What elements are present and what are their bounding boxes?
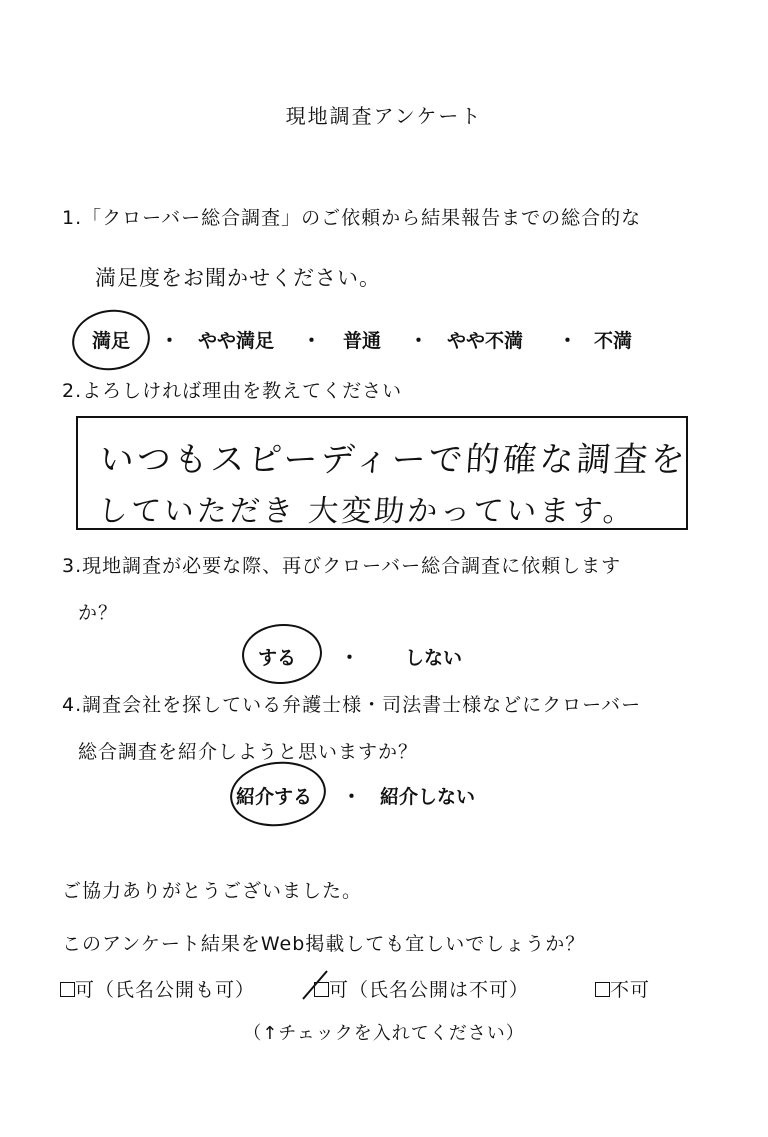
checkbox-label: 可（氏名公開も可） bbox=[75, 979, 256, 1001]
q2-answer-line2: していただき 大変助かっています。 bbox=[96, 494, 638, 529]
selection-circle bbox=[68, 305, 154, 375]
checkbox-allow-without-name[interactable] bbox=[314, 975, 529, 1002]
q1-option-somewhat-satisfied[interactable]: やや満足 bbox=[198, 330, 275, 352]
q2-answer-line1: いつもスピーディーで的確な調査を bbox=[98, 440, 690, 480]
q1-option-dissatisfied[interactable]: 不満 bbox=[594, 330, 633, 352]
separator: ・ bbox=[342, 786, 362, 808]
q1-option-neutral[interactable]: 普通 bbox=[343, 330, 382, 352]
q3-option-no[interactable]: しない bbox=[405, 647, 463, 669]
q4-option-not-recommend[interactable]: 紹介しない bbox=[380, 786, 476, 808]
checkbox-label: 不可 bbox=[610, 979, 651, 1001]
q1-option-satisfied[interactable]: 満足 bbox=[92, 330, 131, 352]
checkbox-disallow[interactable] bbox=[595, 975, 650, 1002]
q4-option-recommend[interactable]: 紹介する bbox=[236, 786, 313, 808]
separator: ・ bbox=[302, 330, 322, 352]
q2-text: 2.よろしければ理由を教えてください bbox=[62, 380, 403, 402]
web-permission-question: このアンケート結果をWeb掲載しても宜しいでしょうか？ bbox=[62, 933, 586, 955]
checkbox-icon[interactable] bbox=[595, 982, 610, 997]
q3-text-line1: 3.現地調査が必要な際、再びクローバー総合調査に依頼します bbox=[62, 555, 622, 577]
checkbox-label: 可（氏名公開は不可） bbox=[329, 979, 530, 1001]
checkbox-icon[interactable] bbox=[60, 982, 75, 997]
q1-text-line1: 1.「クローバー総合調査」のご依頼から結果報告までの総合的な bbox=[62, 207, 642, 229]
selection-circle bbox=[240, 621, 324, 686]
checkbox-allow-with-name[interactable] bbox=[60, 975, 255, 1002]
q4-text-line2: 総合調査を紹介しようと思いますか？ bbox=[78, 741, 419, 763]
checkbox-note: （↑チェックを入れてください） bbox=[243, 1023, 525, 1044]
thanks-text: ご協力ありがとうございました。 bbox=[62, 880, 363, 902]
separator: ・ bbox=[340, 647, 360, 669]
checkmark-icon bbox=[301, 969, 329, 1003]
q3-option-yes[interactable]: する bbox=[258, 647, 297, 669]
page-title: 現地調査アンケート bbox=[285, 104, 483, 128]
q1-text-line2: 満足度をお聞かせください。 bbox=[95, 266, 381, 290]
checkbox-icon[interactable] bbox=[314, 982, 329, 997]
selection-circle bbox=[227, 757, 329, 831]
separator: ・ bbox=[409, 330, 429, 352]
q3-text-line2: か？ bbox=[78, 602, 119, 624]
separator: ・ bbox=[558, 330, 578, 352]
q4-text-line1: 4.調査会社を探している弁護士様・司法書士様などにクローバー bbox=[62, 694, 642, 716]
q1-option-somewhat-dissatisfied[interactable]: やや不満 bbox=[447, 330, 524, 352]
separator: ・ bbox=[160, 330, 180, 352]
q2-answer-box[interactable] bbox=[76, 416, 688, 530]
